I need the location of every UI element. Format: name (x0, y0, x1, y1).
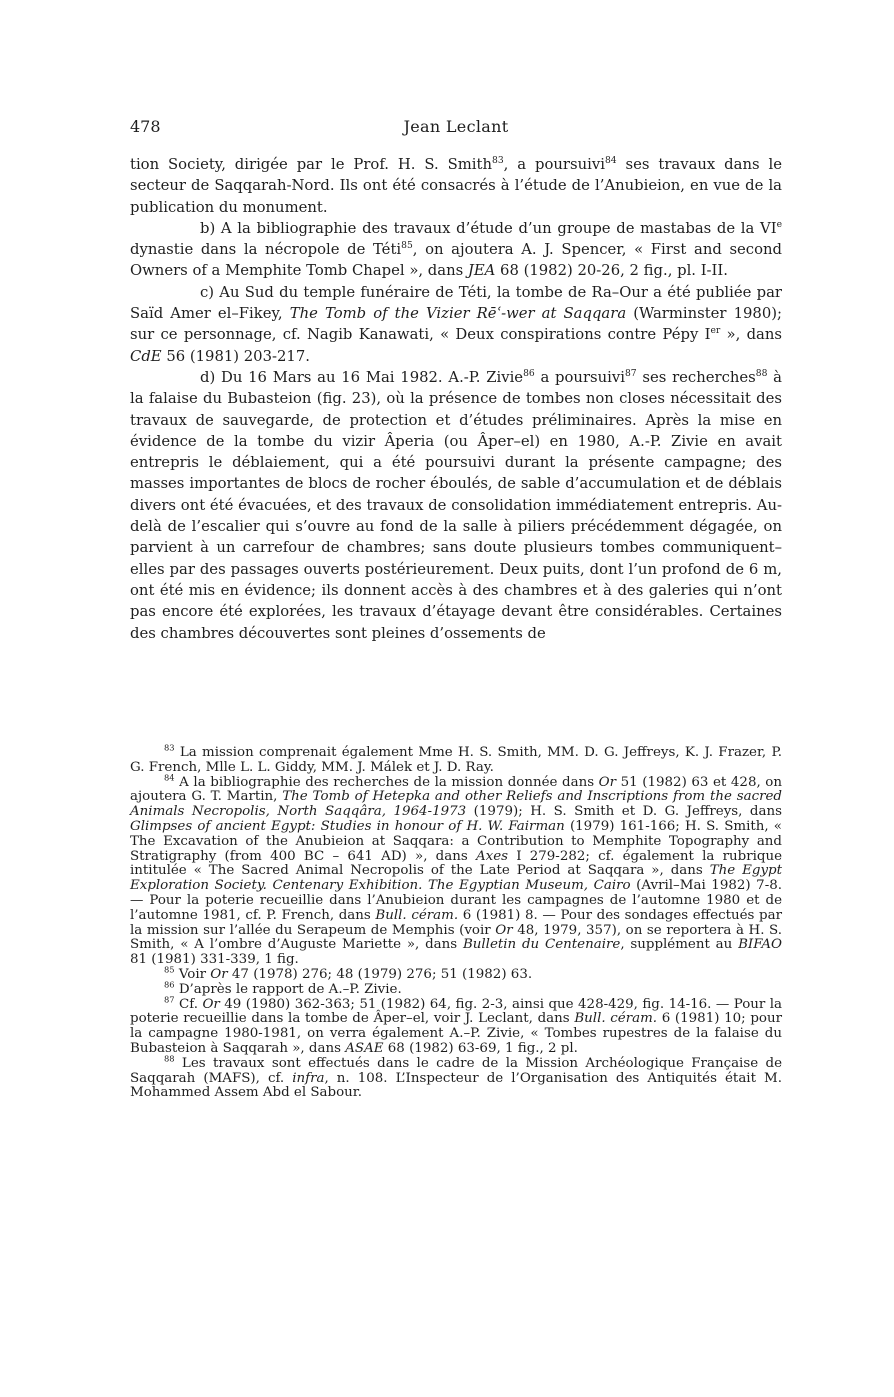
journal-title: Or (202, 996, 220, 1012)
text-run: 56 (1981) 203-217. (161, 347, 310, 365)
footnote-85 (130, 964, 782, 983)
footnote-88 (130, 1053, 782, 1101)
journal-title: BIFAO (738, 937, 782, 953)
book-title: Bulletin du Centenaire (462, 937, 621, 953)
text-run: Voir (174, 966, 211, 982)
text-run: (1979); H. S. Smith et D. G. Jeffreys, dans (466, 804, 782, 820)
journal-title: Or (598, 774, 617, 790)
book-title: The Tomb of Hetepka and other Reliefs and Inscriptions from the sacred Animals Necropolis, North Saqqâra, 1964-1973 (130, 789, 782, 820)
journal-title: ASAE (345, 1040, 384, 1056)
page-number: 478 (130, 117, 161, 136)
text-run: 49 (1980) 362-363; 51 (1982) 64, fig. 2-3, ainsi que 428-429, fig. 14-16. — Pour la poterie recueillie dans la tombe de Âper–el, voir J. Leclant, dans (130, 996, 782, 1027)
paragraph-d (130, 367, 782, 644)
paragraph-b (130, 218, 782, 282)
text-run: 6 (1981) 10; pour la campagne 1980-1981, on verra également A.–P. Zivie, « Tombes rupestres de la falaise du Bubasteion à Saqqarah », dans (130, 1011, 783, 1056)
text-run: a poursuivi (534, 368, 625, 386)
footnote-83 (130, 742, 782, 776)
footnote-number: 83 (164, 742, 175, 753)
text-run: La mission comprenait également Mme H. S. Smith, MM. D. G. Jeffreys, K. J. Frazer, P. G. French, Mlle L. L. Giddy, MM. J. Málek et J. D. Ray. (130, 745, 782, 775)
text-run: A la bibliographie des recherches de la mission donnée dans (174, 774, 599, 790)
footnote-ref-84[interactable]: 84 (604, 155, 617, 167)
footnote-number: 86 (164, 979, 175, 990)
text-run: b) A la bibliographie des travaux d’étude d’un groupe de mastabas de la VI (200, 219, 777, 237)
ordinal-superscript: e (776, 218, 782, 230)
text-run: tion Society, dirigée par le Prof. H. S. Smith (130, 156, 493, 173)
journal-title: Or (495, 922, 513, 938)
text-run: 6 (1981) 8. — Pour des sondages effectués par la mission sur l’allée du Serapeum de Memphis (voir (130, 907, 782, 938)
journal-title: Axes (475, 848, 508, 864)
paragraph-continuation (130, 154, 782, 218)
footnote-86 (130, 979, 782, 998)
text-run: Cf. (174, 996, 203, 1012)
text-run: à la falaise du Bubasteion (fig. 23), où la présence de tombes non closes nécessitait des travaux de sauvegarde, de protection et d’études préliminaires. Après la mise en évidence de la tombe du vizir Âperia (ou Âper–el) en 1980, A.-P. Zivie en avait entrepris le déblaiement, qui a été poursuivi durant la présente campagne; des masses importantes de blocs de rocher éboulés, de sable d’accumulation et de déblais divers ont été évacuées, et des travaux de consolidation immédiatement entrepris. Au-delà de l’escalier qui s’ouvre au fond de la salle à piliers précédemment dégagée, on parvient à un carrefour de chambres; sans doute plusieurs tombes communiquent–elles par des passages ouverts postérieurement. Deux puits, dont l’un profond de 6 m, ont été mis en évidence; ils donnent accès à des chambres et à des galeries qui n’ont pas encore été explorées, les travaux d’étayage devant être considérables. Certaines des chambres découvertes sont pleines d’ossements de (130, 368, 782, 642)
text-run: Les travaux sont effectués dans le cadre de la Mission Archéologique Française de Saqqarah (MAFS), cf. (130, 1055, 782, 1086)
running-title: Jean Leclant (403, 117, 509, 136)
footnotes (130, 742, 783, 1101)
journal-title: JEA (467, 262, 496, 280)
text-run: , on ajoutera A. J. Spencer, « First and second Owners of a Memphite Tomb Chapel », dans (130, 241, 782, 280)
footnote-number: 85 (164, 964, 175, 975)
text-run: 68 (1982) 20-26, 2 fig., pl. I-II. (495, 262, 728, 280)
text-run: , n. 108. L’Inspecteur de l’Organisation des Antiquités était M. Mohammed Assem Abd el Sabour. (130, 1070, 782, 1101)
book-title: The Tomb of the Vizier Rēʿ-wer at Saqqara (289, 305, 627, 323)
latin-term: infra (292, 1070, 325, 1086)
footnote-number: 88 (164, 1053, 175, 1064)
text-run: dynastie dans la nécropole de Téti (130, 241, 402, 259)
text-run: , a poursuivi (503, 156, 605, 173)
journal-title: Or (210, 966, 228, 982)
text-run: D’après le rapport de A.–P. Zivie. (174, 981, 402, 997)
text-run: 68 (1982) 63-69, 1 fig., 2 pl. (383, 1040, 578, 1056)
footnote-number: 87 (164, 994, 175, 1005)
running-head (130, 117, 782, 139)
footnote-ref-88[interactable]: 88 (755, 368, 768, 380)
footnote-ref-83[interactable]: 83 (492, 155, 504, 167)
text-run: (1979) 161-166; H. S. Smith, « The Excavation of the Anubieion at Saqqara: a Contribution to Memphite Topography and Stratigraphy (from 400 BC – 641 AD) », dans (130, 818, 782, 864)
text-run: 47 (1978) 276; 48 (1979) 276; 51 (1982) 63. (227, 966, 533, 982)
text-run: c) Au Sud du temple funéraire de Téti, la tombe de Ra–Our a été publiée par Saïd Amer el–Fikey, (130, 283, 782, 323)
text-run: (Avril–Mai 1982) 7-8. — Pour la poterie recueillie dans l’Anubieion durant les campagnes de l’automne 1980 et de l’automne 1981, cf. P. French, dans (130, 878, 782, 923)
book-title: The Egypt Exploration Society. Centenary Exhibition. The Egyptian Museum, Cairo (130, 863, 782, 894)
text-run: ses travaux dans le secteur de Saqqarah-Nord. Ils ont été consacrés à l’étude de l’Anubieion, en vue de la publication du monument. (130, 156, 782, 216)
footnote-ref-87[interactable]: 87 (624, 368, 637, 380)
text-run: 48, 1979, 357), on se reportera à H. S. Smith, « A l’ombre d’Auguste Mariette », dans (130, 922, 782, 953)
text-run: 81 (1981) 331-339, 1 fig. (130, 952, 299, 968)
footnote-number: 84 (164, 772, 175, 783)
text-run: (Warminster 1980); sur ce personnage, cf. Nagib Kanawati, « Deux conspirations contre Pépy I (130, 305, 783, 344)
text-run: », dans (720, 326, 782, 344)
body-text (130, 154, 782, 644)
ordinal-superscript: er (710, 325, 721, 337)
footnote-ref-86[interactable]: 86 (523, 368, 535, 380)
text-run: ses recherches (636, 368, 756, 386)
text-run: , supplément au (620, 937, 739, 953)
text-run: I 279-282; cf. également la rubrique intitulée « The Sacred Animal Necropolis of the Late Period at Saqqara », dans (130, 848, 783, 879)
text-run: d) Du 16 Mars au 16 Mai 1982. A.-P. Zivie (200, 368, 524, 386)
journal-title: Bull. céram. (574, 1011, 658, 1027)
footnote-ref-85[interactable]: 85 (401, 240, 413, 252)
footnote-87 (130, 994, 783, 1057)
paragraph-c (130, 282, 782, 367)
text-run: 51 (1982) 63 et 428, on ajoutera G. T. Martin, (130, 774, 782, 805)
footnote-84 (130, 772, 783, 968)
journal-title: Bull. céram. (375, 907, 459, 923)
book-title: Glimpses of ancient Egypt: Studies in honour of H. W. Fairman (130, 818, 565, 834)
journal-title: CdE (130, 347, 162, 365)
